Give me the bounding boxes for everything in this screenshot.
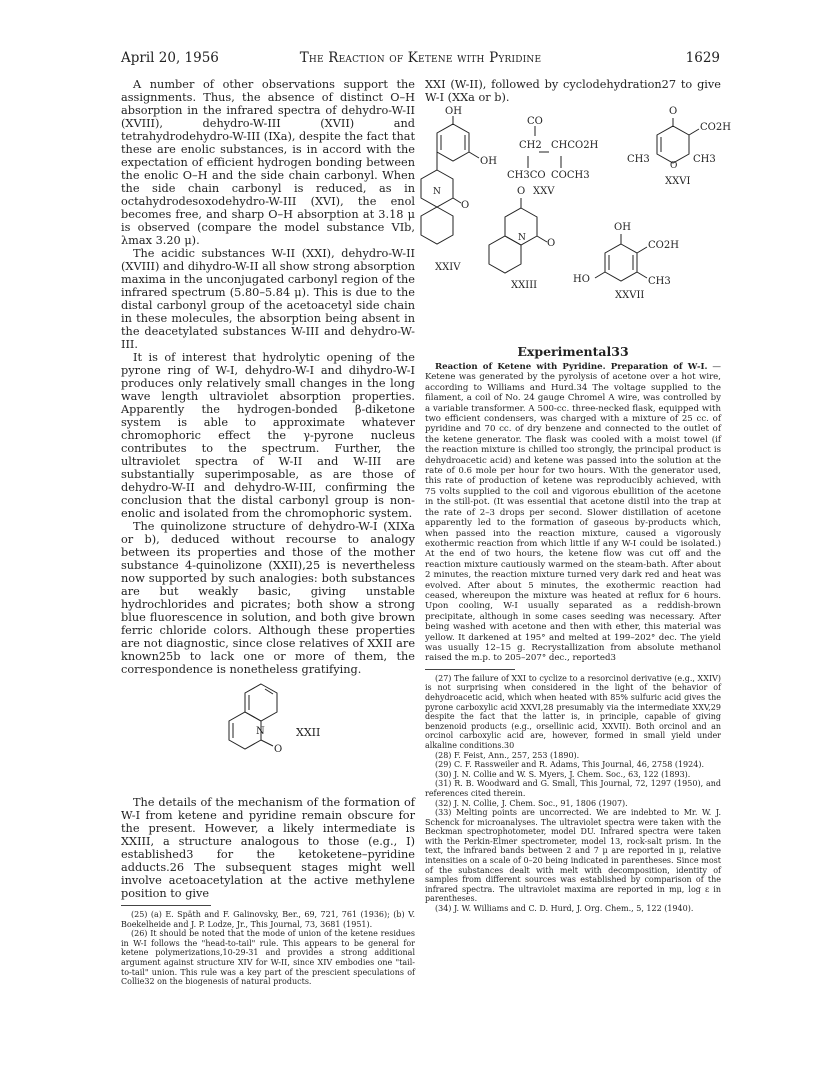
footnote: (34) J. W. Williams and C. D. Hurd, J. Org. Chem., 5, 122 (1940). xyxy=(435,904,694,914)
paragraph: The acidic substances W-II (XXI), dehydro-W-II (XVIII) and dihydro-W-II all show strong absorption maxima in the unconjugated carbonyl region of the infrared spectrum (5.80–5.84 μ). This is due to the distal carbonyl group of the acetoacetyl side chain in these molecules, the absorption being absent in the deacetylated substances W-III and dehydro-W-III. xyxy=(121,247,415,351)
footnote: (26) It should be noted that the mode of union of the ketene residues in W-I follows the "head-to-tail" rule. This appears to be general for ketene polymerizations,10-29-31 and provides a strong additional argument against structure XIV for W-II, since XIV embodies one "tail-to-tail" union. This rule was a key part of the prescient speculations of Collie32 on the biogenesis of natural products. xyxy=(121,929,415,987)
group-ch3: CH3 xyxy=(648,276,671,287)
paragraph: It is of interest that hydrolytic opening of the pyrone ring of W-I, dehydro-W-I and dihydro-W-I produces only relatively small changes in the long wave length ultraviolet absorption properties. Apparently the hydrogen-bonded β-diketone system is able to approximate whatever chromophoric effect the γ-pyrone nucleus contributes to the spectrum. Further, the ultraviolet spectra of W-II and W-III are substantially superimposable, as are those of dehydro-W-II and dehydro-W-III, confirming the conclusion that the distal carbonyl group is non-enolic and isolated from the chromophoric system. xyxy=(121,351,415,520)
header-page-number: 1629 xyxy=(685,50,720,66)
header-title: The Reaction of Ketene with Pyridine xyxy=(299,50,542,66)
o-atom: O xyxy=(274,744,283,755)
footnote: (32) J. N. Collie, J. Chem. Soc., 91, 1806 (1907). xyxy=(435,798,628,808)
atom-o: O xyxy=(669,106,678,117)
experimental-text: —Ketene was generated by the pyrolysis of acetone over a hot wire, according to Williams and Hurd.34 The voltage supplied to the filament, a coil of No. 24 gauge Chromel A wire, was controlled by a variable transformer. A 500-cc. three-necked flask, equipped with two efficient condensers, was charged with a mixture of 25 cc. of pyridine and 70 cc. of dry benzene and connected to the outlet of the ketene generator. The flask was cooled with a moist towel (if the reaction mixture is chilled too strongly, the principal product is dehydroacetic acid) and ketene was passed into the solution at the rate of 0.6 mole per hour for two hours. With the generator used, this rate of production of ketene was reproducibly achieved, with 75 volts supplied to the coil and vigorous ebullition of the acetone in the still-pot. (It was essential that acetone distil into the trap at the rate of 2–3 drops per second. Slower distillation of acetone apparently led to the formation of gaseous by-products which, when passed into the reaction mixture, caused a vigorously exothermic reaction from which little if any W-I could be isolated.) At the end of two hours, the ketene flow was cut off and the reaction mixture cautiously warmed on the steam-bath. After about 2 minutes, the reaction mixture turned very dark red and heat was evolved. After about 5 minutes, the exothermic reaction had ceased, whereupon the mixture was heated at reflux for 6 hours. Upon cooling, W-I usually separated as a reddish-brown precipitate, although in some cases seeding was necessary. After being washed with acetone and then with ether, this material was yellow. It darkened at 195° and melted at 199–202° dec. The yield was usually 12–15 g. Recrystallization from absolute methanol raised the m.p. to 205–207° dec., reported3 xyxy=(425,362,721,664)
footnote-rule xyxy=(121,905,211,906)
group-co2h: CO2H xyxy=(648,240,679,251)
structure-xxii xyxy=(121,676,415,796)
paragraph: A number of other observations support the assignments. Thus, the absence of distinct O–H absorption in the infrared spectra of dehydro-W-II (XVIII), dehydro-W-III (XVII) and tetrahydrodehydro-W-III (IXa), despite the fact that these are enolic substances, is in accord with the expectation of efficient hydrogen bonding between the enolic O–H and the side chain carbonyl. When the side chain carbonyl is reduced, as in octahydrodesoxodehydro-W-III (XVI), the enol becomes free, and sharp O–H absorption at 3.18 μ is observed (compare the model substance VIb, λmax 3.20 μ). xyxy=(121,78,415,247)
footnote: (31) R. B. Woodward and G. Small, This Journal, 72, 1297 (1950), and references cited therein. xyxy=(425,779,721,798)
footnote: (25) (a) E. Späth and F. Galinovsky, Ber., 69, 721, 761 (1936); (b) V. Boekelheide and J. P. Lodze, Jr., This Journal, 73, 3681 (1951). xyxy=(121,910,415,929)
label-xxiii: XXIII xyxy=(511,280,538,291)
group-chco2h: CHCO2H xyxy=(551,140,599,151)
footnote: (28) F. Feist, Ann., 257, 253 (1890). xyxy=(435,750,580,760)
group-co: CO xyxy=(527,116,543,127)
paragraph: XXI (W-II), followed by cyclodehydration27 to give W-I (XXa or b). xyxy=(425,78,721,104)
paragraph: The details of the mechanism of the formation of W-I from ketene and pyridine remain obscure for the present. However, a likely intermediate is XXIII, a structure analogous to those (e.g., I) established3 for the ketoketene–pyridine adducts.26 The subsequent stages might well involve acetoacetylation at the active methylene position to give xyxy=(121,796,415,900)
experimental-title: Reaction of Ketene with Pyridine. Preparation of W-I. xyxy=(435,362,708,372)
label-xxiv: XXIV xyxy=(435,262,461,273)
left-column xyxy=(121,78,415,987)
label-xxvi: XXVI xyxy=(665,176,691,187)
atom-o: O xyxy=(670,161,678,171)
footnote: (29) C. F. Rassweiler and R. Adams, This Journal, 46, 2758 (1924). xyxy=(435,760,704,770)
atom-oh: OH xyxy=(445,106,462,117)
structures-drawing xyxy=(425,104,731,340)
atom-oh: OH xyxy=(480,156,497,167)
n-atom: N xyxy=(256,726,265,737)
group-ch3: CH3 xyxy=(693,154,716,165)
footnote: (30) J. N. Collie and W. S. Myers, J. Chem. Soc., 63, 122 (1893). xyxy=(435,769,691,779)
group-co2h: CO2H xyxy=(700,122,731,133)
footnote: (27) The failure of XXI to cyclize to a resorcinol derivative (e.g., XXIV) is not surprising when considered in the light of the behavior of dehydroacetic acid, which when heated with 85% sulfuric acid gives the pyrone carboxylic acid XXVI,28 presumably via the intermediate XXV,29 despite the fact that the latter is, in principle, capable of giving benzenoid products (e.g., orsellinic acid, XXVII). Both orcinol and an orcinol carboxylic acid are, however, formed in small yield under alkaline conditions.30 xyxy=(425,673,721,750)
paragraph: The quinolizone structure of dehydro-W-I (XIXa or b), deduced without recourse to analogy between its properties and those of the mother substance 4-quinolizone (XXII),25 is nevertheless now supported by such analogies: both substances are but weakly basic, giving unstable hydrochlorides and picrates; both show a strong blue fluorescence in solution, and both give brown ferric chloride colors. Although these properties are not diagnostic, since close relatives of XXII are known25b to lack one or more of them, the correspondence is nonetheless gratifying. xyxy=(121,520,415,676)
footnote: (33) Melting points are uncorrected. We are indebted to Mr. W. J. Schenck for microanalyses. The ultraviolet spectra were taken with the Beckman spectrophotometer, model DU. Infrared spectra were taken with the Perkin-Elmer spectrometer, model 13, rock-salt prism. In the text, the infrared bands between 2 and 7 μ are reported in μ, relative intensities on a scale of 0–20 being indicated in parentheses. Since most of the substances dealt with melt with decomposition, identity of samples from different sources was established by comparison of the infrared spectra. The ultraviolet maxima are reported in mμ, log ε in parentheses. xyxy=(425,808,721,904)
right-column xyxy=(425,78,731,914)
section-heading: Experimental33 xyxy=(517,344,629,359)
struct-label: XXII xyxy=(296,726,321,739)
group-coch3: COCH3 xyxy=(551,170,590,181)
label-xxvii: XXVII xyxy=(615,290,645,301)
atom-oh: OH xyxy=(614,222,631,233)
atom-o: O xyxy=(547,238,556,249)
page-header xyxy=(121,50,720,68)
header-date: April 20, 1956 xyxy=(121,50,219,66)
group-ch2: CH2 xyxy=(519,140,542,151)
atom-n: N xyxy=(433,187,441,197)
experimental-paragraph xyxy=(425,362,721,664)
structures-group xyxy=(425,104,731,340)
footnote-rule xyxy=(425,669,515,670)
atom-o: O xyxy=(461,200,470,211)
group-ch3co: CH3CO xyxy=(507,170,546,181)
group-ch3: CH3 xyxy=(627,154,650,165)
atom-ho: HO xyxy=(573,274,590,285)
structure-xxii-drawing xyxy=(121,676,415,796)
atom-n: N xyxy=(518,233,526,243)
label-xxv: XXV xyxy=(533,186,555,197)
atom-o: O xyxy=(517,186,526,197)
